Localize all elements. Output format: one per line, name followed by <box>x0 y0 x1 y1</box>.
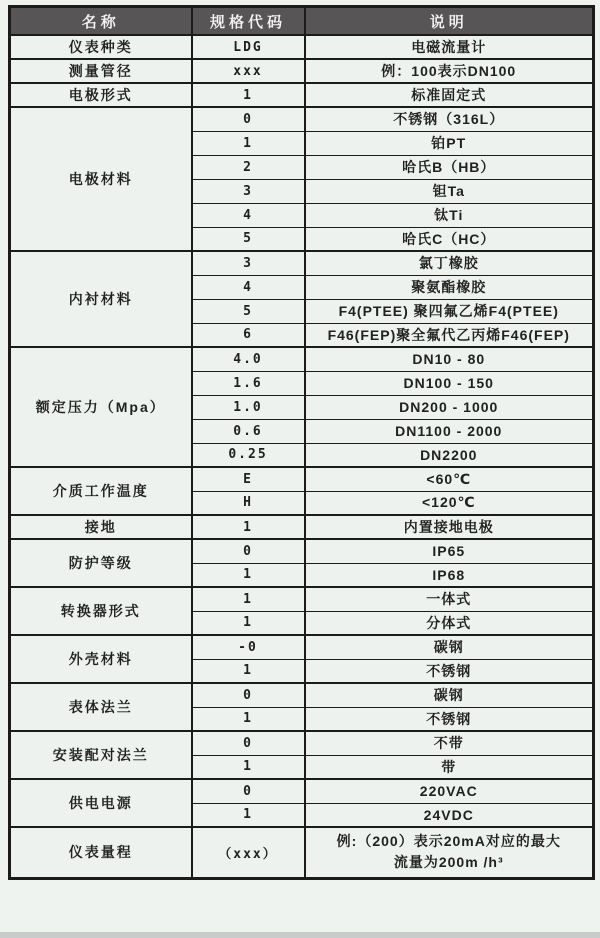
row-group-name: 电极材料 <box>10 107 192 251</box>
table-row <box>10 251 594 275</box>
spec-code: 1 <box>192 587 305 611</box>
spec-desc: DN100 - 150 <box>305 371 594 395</box>
spec-desc: 不带 <box>305 731 594 755</box>
spec-code: 0.25 <box>192 443 305 467</box>
spec-code: H <box>192 491 305 515</box>
spec-desc: 不锈钢 <box>305 707 594 731</box>
spec-code: 4 <box>192 275 305 299</box>
spec-desc: <60℃ <box>305 467 594 491</box>
spec-desc: DN200 - 1000 <box>305 395 594 419</box>
column-header-code: 规格代码 <box>192 7 305 36</box>
row-group-name: 转换器形式 <box>10 587 192 635</box>
spec-code: 5 <box>192 299 305 323</box>
row-group-name: 内衬材料 <box>10 251 192 347</box>
spec-desc: 铂PT <box>305 131 594 155</box>
spec-desc: 一体式 <box>305 587 594 611</box>
spec-desc: 不锈钢 <box>305 659 594 683</box>
spec-code: 1 <box>192 707 305 731</box>
header-row <box>10 7 594 36</box>
spec-desc: F46(FEP)聚全氟代乙丙烯F46(FEP) <box>305 323 594 347</box>
spec-desc: 分体式 <box>305 611 594 635</box>
spec-desc: 氯丁橡胶 <box>305 251 594 275</box>
table-row <box>10 635 594 659</box>
spec-code: -0 <box>192 635 305 659</box>
spec-code: 1 <box>192 611 305 635</box>
row-group-name: 防护等级 <box>10 539 192 587</box>
spec-code: 0 <box>192 731 305 755</box>
table-row <box>10 35 594 59</box>
spec-desc: DN1100 - 2000 <box>305 419 594 443</box>
spec-desc: 哈氏B（HB） <box>305 155 594 179</box>
spec-desc: IP68 <box>305 563 594 587</box>
row-group-name: 介质工作温度 <box>10 467 192 515</box>
table-row <box>10 467 594 491</box>
column-header-name: 名称 <box>10 7 192 36</box>
spec-desc: 碳钢 <box>305 683 594 707</box>
spec-desc: 内置接地电极 <box>305 515 594 539</box>
spec-table <box>8 5 595 880</box>
spec-desc: 哈氏C（HC） <box>305 227 594 251</box>
spec-code: 4 <box>192 203 305 227</box>
spec-code: 3 <box>192 251 305 275</box>
spec-code: 1 <box>192 515 305 539</box>
spec-code: xxx <box>192 59 305 83</box>
spec-desc: 不锈钢（316L） <box>305 107 594 131</box>
row-group-name: 额定压力（Mpa） <box>10 347 192 467</box>
table-row <box>10 683 594 707</box>
row-group-name: 安装配对法兰 <box>10 731 192 779</box>
spec-code: 1.6 <box>192 371 305 395</box>
spec-code: 1.0 <box>192 395 305 419</box>
bottom-strip <box>0 932 600 938</box>
table-row <box>10 587 594 611</box>
spec-code: 1 <box>192 659 305 683</box>
spec-code: 4.0 <box>192 347 305 371</box>
spec-code: 6 <box>192 323 305 347</box>
row-group-name: 仪表种类 <box>10 35 192 59</box>
table-row <box>10 83 594 107</box>
spec-desc: DN2200 <box>305 443 594 467</box>
row-group-name: 供电电源 <box>10 779 192 827</box>
spec-desc: 带 <box>305 755 594 779</box>
row-group-name: 表体法兰 <box>10 683 192 731</box>
spec-desc: 钛Ti <box>305 203 594 227</box>
spec-code: 5 <box>192 227 305 251</box>
row-group-name: 接地 <box>10 515 192 539</box>
spec-code: 1 <box>192 131 305 155</box>
table-row <box>10 539 594 563</box>
spec-desc: 例：100表示DN100 <box>305 59 594 83</box>
spec-code: 0 <box>192 539 305 563</box>
spec-desc: 聚氨酯橡胶 <box>305 275 594 299</box>
spec-code: LDG <box>192 35 305 59</box>
spec-desc: <120℃ <box>305 491 594 515</box>
table-row <box>10 515 594 539</box>
row-group-name: 测量管径 <box>10 59 192 83</box>
spec-desc: IP65 <box>305 539 594 563</box>
spec-code: 3 <box>192 179 305 203</box>
spec-code: 1 <box>192 83 305 107</box>
table-row <box>10 347 594 371</box>
spec-desc: 220VAC <box>305 779 594 803</box>
spec-code: 1 <box>192 803 305 827</box>
spec-table-body <box>10 35 594 878</box>
spec-code: 0 <box>192 779 305 803</box>
spec-desc: 碳钢 <box>305 635 594 659</box>
table-row <box>10 107 594 131</box>
column-header-desc: 说明 <box>305 7 594 36</box>
spec-code: 0 <box>192 107 305 131</box>
spec-desc: 例:（200）表示20mA对应的最大 流量为200m /h³ <box>305 827 594 878</box>
spec-desc: 电磁流量计 <box>305 35 594 59</box>
row-group-name: 电极形式 <box>10 83 192 107</box>
spec-code: E <box>192 467 305 491</box>
spec-code: 1 <box>192 563 305 587</box>
spec-code: 2 <box>192 155 305 179</box>
spec-desc: 标准固定式 <box>305 83 594 107</box>
spec-code: 0 <box>192 683 305 707</box>
spec-desc: DN10 - 80 <box>305 347 594 371</box>
spec-code: （xxx） <box>192 827 305 878</box>
table-row <box>10 59 594 83</box>
spec-code: 0.6 <box>192 419 305 443</box>
spec-code: 1 <box>192 755 305 779</box>
spec-desc: 钽Ta <box>305 179 594 203</box>
spec-desc: F4(PTEE) 聚四氟乙烯F4(PTEE) <box>305 299 594 323</box>
table-row <box>10 731 594 755</box>
table-row <box>10 827 594 878</box>
table-row <box>10 779 594 803</box>
row-group-name: 外壳材料 <box>10 635 192 683</box>
row-group-name: 仪表量程 <box>10 827 192 878</box>
spec-desc: 24VDC <box>305 803 594 827</box>
